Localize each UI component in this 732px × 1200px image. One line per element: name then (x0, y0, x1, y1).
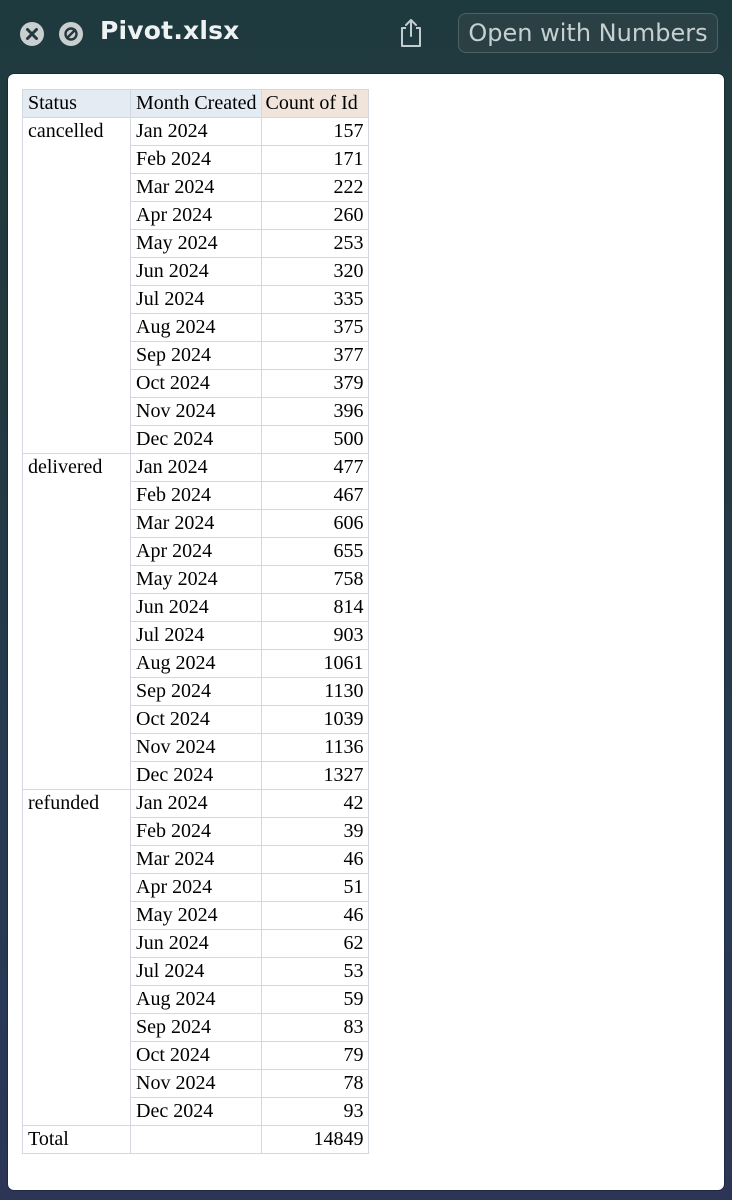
header-status[interactable]: Status (23, 90, 131, 118)
month-cell[interactable]: Aug 2024 (131, 314, 262, 342)
spreadsheet-preview (8, 74, 724, 1190)
count-cell[interactable]: 1327 (261, 762, 368, 790)
count-cell[interactable]: 903 (261, 622, 368, 650)
count-cell[interactable]: 79 (261, 1042, 368, 1070)
count-cell[interactable]: 379 (261, 370, 368, 398)
month-cell[interactable]: Jun 2024 (131, 258, 262, 286)
month-cell[interactable]: Feb 2024 (131, 482, 262, 510)
month-cell[interactable]: Oct 2024 (131, 370, 262, 398)
month-cell[interactable]: Dec 2024 (131, 1098, 262, 1126)
count-cell[interactable]: 260 (261, 202, 368, 230)
status-cell[interactable]: delivered (23, 454, 131, 790)
month-cell[interactable]: Jun 2024 (131, 930, 262, 958)
count-cell[interactable]: 62 (261, 930, 368, 958)
count-cell[interactable]: 377 (261, 342, 368, 370)
count-cell[interactable]: 83 (261, 1014, 368, 1042)
window-title: Pivot.xlsx (100, 16, 240, 45)
month-cell[interactable]: Feb 2024 (131, 818, 262, 846)
month-cell[interactable]: Mar 2024 (131, 510, 262, 538)
month-cell[interactable]: Dec 2024 (131, 762, 262, 790)
count-cell[interactable]: 51 (261, 874, 368, 902)
count-cell[interactable]: 93 (261, 1098, 368, 1126)
count-cell[interactable]: 222 (261, 174, 368, 202)
open-with-numbers-button[interactable]: Open with Numbers (458, 13, 718, 53)
month-cell[interactable]: Apr 2024 (131, 538, 262, 566)
count-cell[interactable]: 157 (261, 118, 368, 146)
month-cell[interactable]: Mar 2024 (131, 846, 262, 874)
count-cell[interactable]: 500 (261, 426, 368, 454)
header-row (23, 90, 369, 118)
month-cell[interactable]: Nov 2024 (131, 1070, 262, 1098)
close-button[interactable] (20, 22, 44, 46)
status-cell[interactable]: refunded (23, 790, 131, 1126)
month-cell[interactable]: Jul 2024 (131, 286, 262, 314)
count-cell[interactable]: 59 (261, 986, 368, 1014)
month-cell[interactable]: May 2024 (131, 902, 262, 930)
count-cell[interactable]: 814 (261, 594, 368, 622)
month-cell[interactable]: Nov 2024 (131, 734, 262, 762)
table-row (23, 454, 369, 482)
count-cell[interactable]: 39 (261, 818, 368, 846)
slash-icon (59, 22, 83, 46)
month-cell[interactable]: Nov 2024 (131, 398, 262, 426)
month-cell[interactable]: Aug 2024 (131, 986, 262, 1014)
count-cell[interactable]: 46 (261, 846, 368, 874)
count-cell[interactable]: 655 (261, 538, 368, 566)
count-cell[interactable]: 253 (261, 230, 368, 258)
count-cell[interactable]: 758 (261, 566, 368, 594)
month-cell[interactable]: Jan 2024 (131, 118, 262, 146)
count-cell[interactable]: 335 (261, 286, 368, 314)
count-cell[interactable]: 1130 (261, 678, 368, 706)
month-cell[interactable]: Sep 2024 (131, 342, 262, 370)
count-cell[interactable]: 606 (261, 510, 368, 538)
month-cell[interactable]: May 2024 (131, 230, 262, 258)
month-cell[interactable]: Dec 2024 (131, 426, 262, 454)
count-cell[interactable]: 1061 (261, 650, 368, 678)
count-cell[interactable]: 46 (261, 902, 368, 930)
total-label[interactable]: Total (23, 1126, 131, 1154)
count-cell[interactable]: 1136 (261, 734, 368, 762)
month-cell[interactable]: Jan 2024 (131, 454, 262, 482)
month-cell[interactable]: Sep 2024 (131, 1014, 262, 1042)
count-cell[interactable]: 53 (261, 958, 368, 986)
month-cell[interactable]: Oct 2024 (131, 1042, 262, 1070)
header-month-created[interactable]: Month Created (131, 90, 262, 118)
share-icon (397, 17, 425, 49)
close-icon (20, 22, 44, 46)
month-cell[interactable]: May 2024 (131, 566, 262, 594)
count-cell[interactable]: 1039 (261, 706, 368, 734)
share-button[interactable] (397, 17, 425, 49)
count-cell[interactable]: 375 (261, 314, 368, 342)
table-row (23, 790, 369, 818)
total-count[interactable]: 14849 (261, 1126, 368, 1154)
table-row (23, 118, 369, 146)
quicklook-titlebar (0, 0, 732, 70)
month-cell[interactable]: Jul 2024 (131, 958, 262, 986)
month-cell[interactable]: Jan 2024 (131, 790, 262, 818)
header-count-of-id[interactable]: Count of Id (261, 90, 368, 118)
count-cell[interactable]: 396 (261, 398, 368, 426)
month-cell[interactable]: Jul 2024 (131, 622, 262, 650)
month-cell[interactable]: Apr 2024 (131, 202, 262, 230)
count-cell[interactable]: 78 (261, 1070, 368, 1098)
month-cell[interactable]: Sep 2024 (131, 678, 262, 706)
count-cell[interactable]: 477 (261, 454, 368, 482)
total-row (23, 1126, 369, 1154)
block-button[interactable] (59, 22, 83, 46)
count-cell[interactable]: 171 (261, 146, 368, 174)
count-cell[interactable]: 42 (261, 790, 368, 818)
count-cell[interactable]: 467 (261, 482, 368, 510)
month-cell[interactable]: Mar 2024 (131, 174, 262, 202)
count-cell[interactable]: 320 (261, 258, 368, 286)
total-empty-cell[interactable] (131, 1126, 262, 1154)
month-cell[interactable]: Apr 2024 (131, 874, 262, 902)
pivot-table (22, 89, 369, 1154)
month-cell[interactable]: Jun 2024 (131, 594, 262, 622)
month-cell[interactable]: Oct 2024 (131, 706, 262, 734)
month-cell[interactable]: Aug 2024 (131, 650, 262, 678)
status-cell[interactable]: cancelled (23, 118, 131, 454)
month-cell[interactable]: Feb 2024 (131, 146, 262, 174)
